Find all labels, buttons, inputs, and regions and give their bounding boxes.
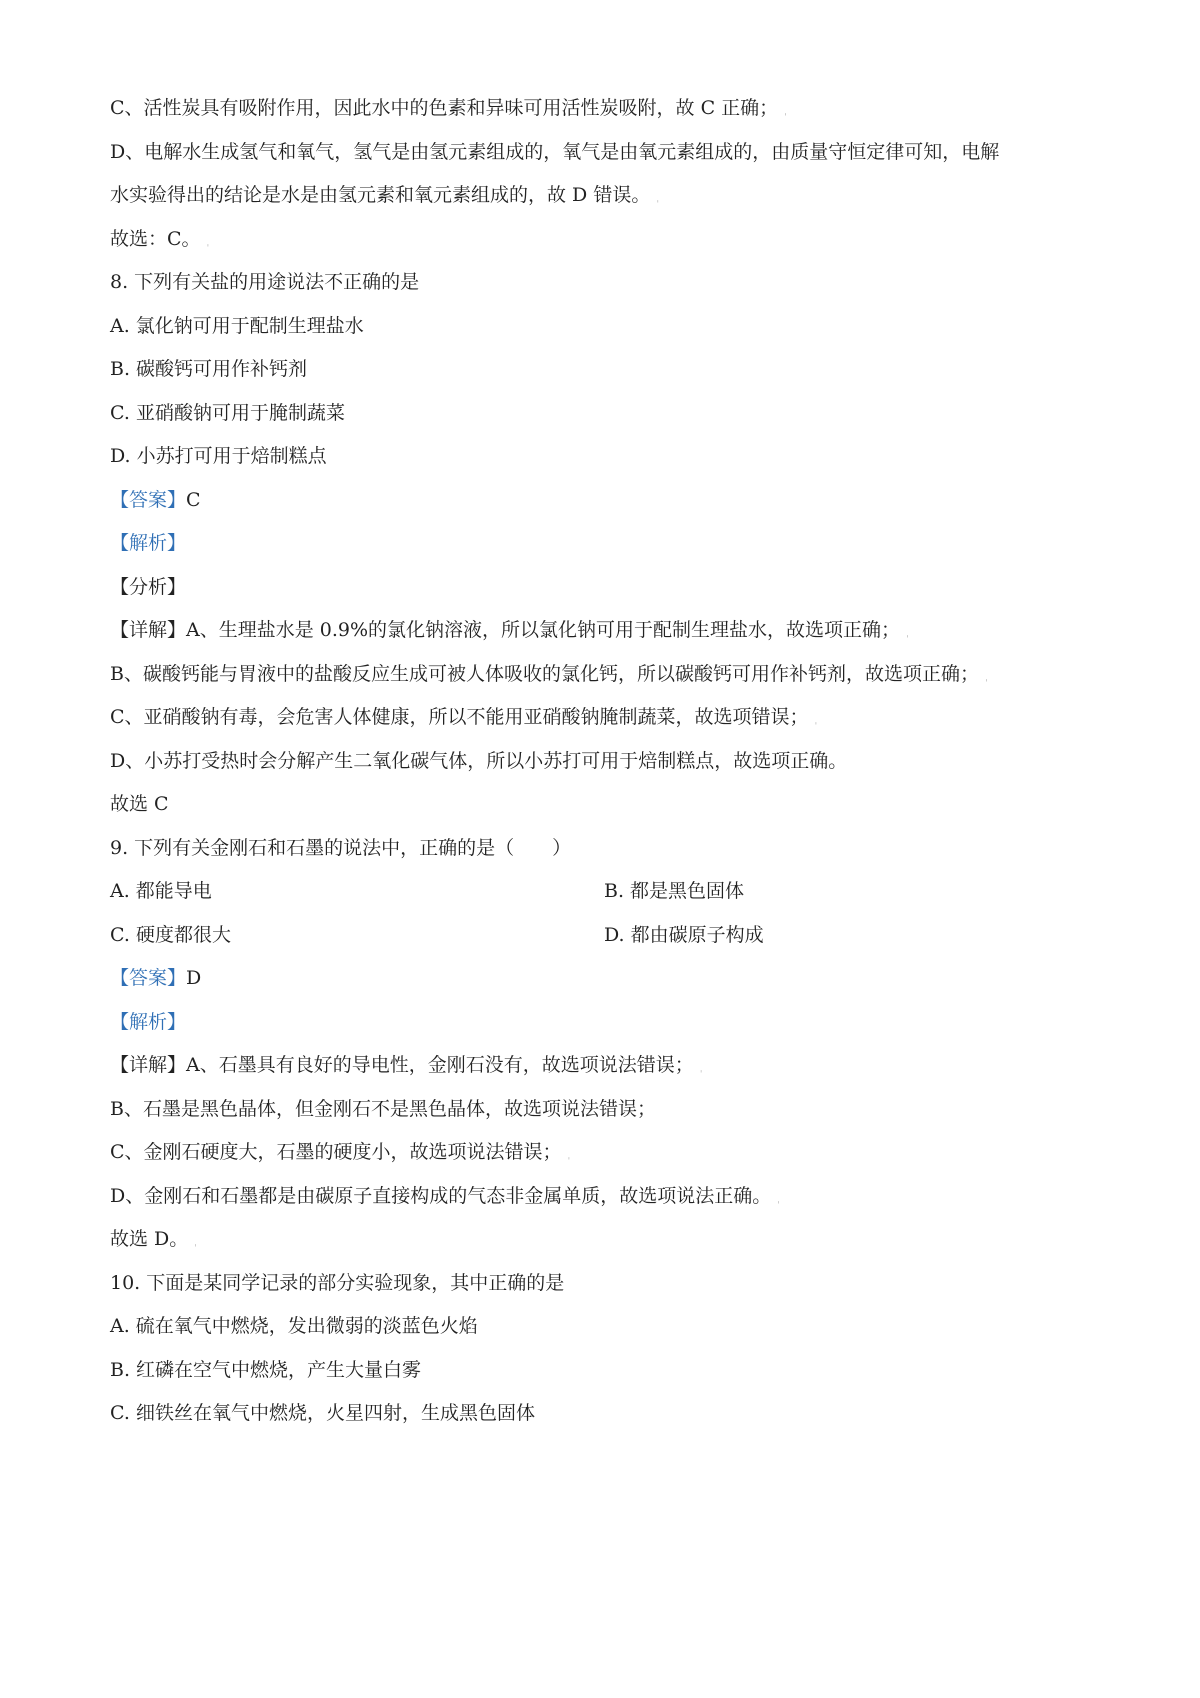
q8-detail-c: C、亚硝酸钠有毒，会危害人体健康，所以不能用亚硝酸钠腌制蔬菜，故选项错误； ˌ — [110, 706, 818, 728]
q8-choice: 故选 C — [110, 793, 169, 815]
q8-analysis-label: 【解析】 — [110, 532, 187, 554]
paragraph-mark-icon: ˌ — [814, 715, 818, 726]
q9-option-b: B. 都是黑色固体 — [604, 880, 745, 902]
q10-option-a: A. 硫在氧气中燃烧，发出微弱的淡蓝色火焰 — [110, 1315, 478, 1337]
answer-value: D — [186, 967, 202, 989]
prev-analysis-d-line1: D、电解水生成氢气和氧气，氢气是由氢元素组成的，氧气是由氧元素组成的，由质量守恒定律可知，电解 — [110, 141, 1000, 163]
q8-option-a: A. 氯化钠可用于配制生理盐水 — [110, 315, 364, 337]
q10-option-b: B. 红磷在空气中燃烧，产生大量白雾 — [110, 1359, 422, 1381]
q8-option-b: B. 碳酸钙可用作补钙剂 — [110, 358, 308, 380]
q9-option-c: C. 硬度都很大 — [110, 924, 231, 946]
q10-option-c: C. 细铁丝在氧气中燃烧，火星四射，生成黑色固体 — [110, 1402, 535, 1424]
paragraph-mark-icon: ˌ — [784, 106, 787, 117]
paragraph-mark-icon: ˌ — [656, 193, 660, 204]
q8-detail-d: D、小苏打受热时会分解产生二氧化碳气体，所以小苏打可用于焙制糕点，故选项正确。 — [110, 750, 848, 772]
q9-option-a: A. 都能导电 — [110, 880, 212, 902]
prev-analysis-c: C、活性炭具有吸附作用，因此水中的色素和异味可用活性炭吸附，故 C 正确； ˌ — [110, 97, 787, 119]
answer-label: 【答案】 — [110, 489, 187, 511]
q9-detail-a: 【详解】A、石墨具有良好的导电性，金刚石没有，故选项说法错误； ˌ — [110, 1054, 703, 1076]
q8-detail-a: 【详解】A、生理盐水是 0.9%的氯化钠溶液，所以氯化钠可用于配制生理盐水，故选项正确； ˌ — [110, 619, 909, 641]
q9-option-d: D. 都由碳原子构成 — [604, 924, 764, 946]
paragraph-mark-icon: ˌ — [194, 1237, 198, 1248]
q9-stem: 9. 下列有关金刚石和石墨的说法中，正确的是（ ） — [110, 837, 572, 859]
paragraph-mark-icon: ˌ — [906, 628, 909, 639]
answer-label: 【答案】 — [110, 967, 187, 989]
detail-label: 【详解】 — [110, 1054, 187, 1076]
q8-answer — [110, 488, 201, 512]
q8-option-c: C. 亚硝酸钠可用于腌制蔬菜 — [110, 402, 345, 424]
q9-detail-d: D、金刚石和石墨都是由碳原子直接构成的气态非金属单质，故选项说法正确。 ˌ — [110, 1185, 780, 1207]
q9-analysis-label: 【解析】 — [110, 1011, 187, 1033]
prev-analysis-d-line2: 水实验得出的结论是水是由氢元素和氧元素组成的，故 D 错误。 ˌ — [110, 184, 660, 206]
paragraph-mark-icon: ˌ — [206, 237, 210, 248]
prev-choice: 故选：C。 ˌ — [110, 228, 210, 250]
q10-stem: 10. 下面是某同学记录的部分实验现象，其中正确的是 — [110, 1272, 565, 1294]
q9-answer — [110, 966, 201, 990]
q9-choice: 故选 D。 ˌ — [110, 1228, 198, 1250]
paragraph-mark-icon: ˌ — [984, 672, 988, 683]
detail-label: 【详解】 — [110, 619, 187, 641]
paragraph-mark-icon: ˌ — [699, 1063, 703, 1074]
q8-option-d: D. 小苏打可用于焙制糕点 — [110, 445, 327, 467]
q8-stem: 8. 下列有关盐的用途说法不正确的是 — [110, 271, 420, 293]
q9-detail-c: C、金刚石硬度大，石墨的硬度小，故选项说法错误； ˌ — [110, 1141, 571, 1163]
paragraph-mark-icon: ˌ — [777, 1194, 780, 1205]
q8-fenxi-label: 【分析】 — [110, 576, 187, 598]
paragraph-mark-icon: ˌ — [567, 1150, 571, 1161]
q9-detail-b: B、石墨是黑色晶体，但金刚石不是黑色晶体，故选项说法错误； — [110, 1098, 656, 1120]
q8-detail-b: B、碳酸钙能与胃液中的盐酸反应生成可被人体吸收的氯化钙，所以碳酸钙可用作补钙剂，故选项正确； ˌ — [110, 663, 988, 685]
answer-value: C — [186, 489, 201, 511]
